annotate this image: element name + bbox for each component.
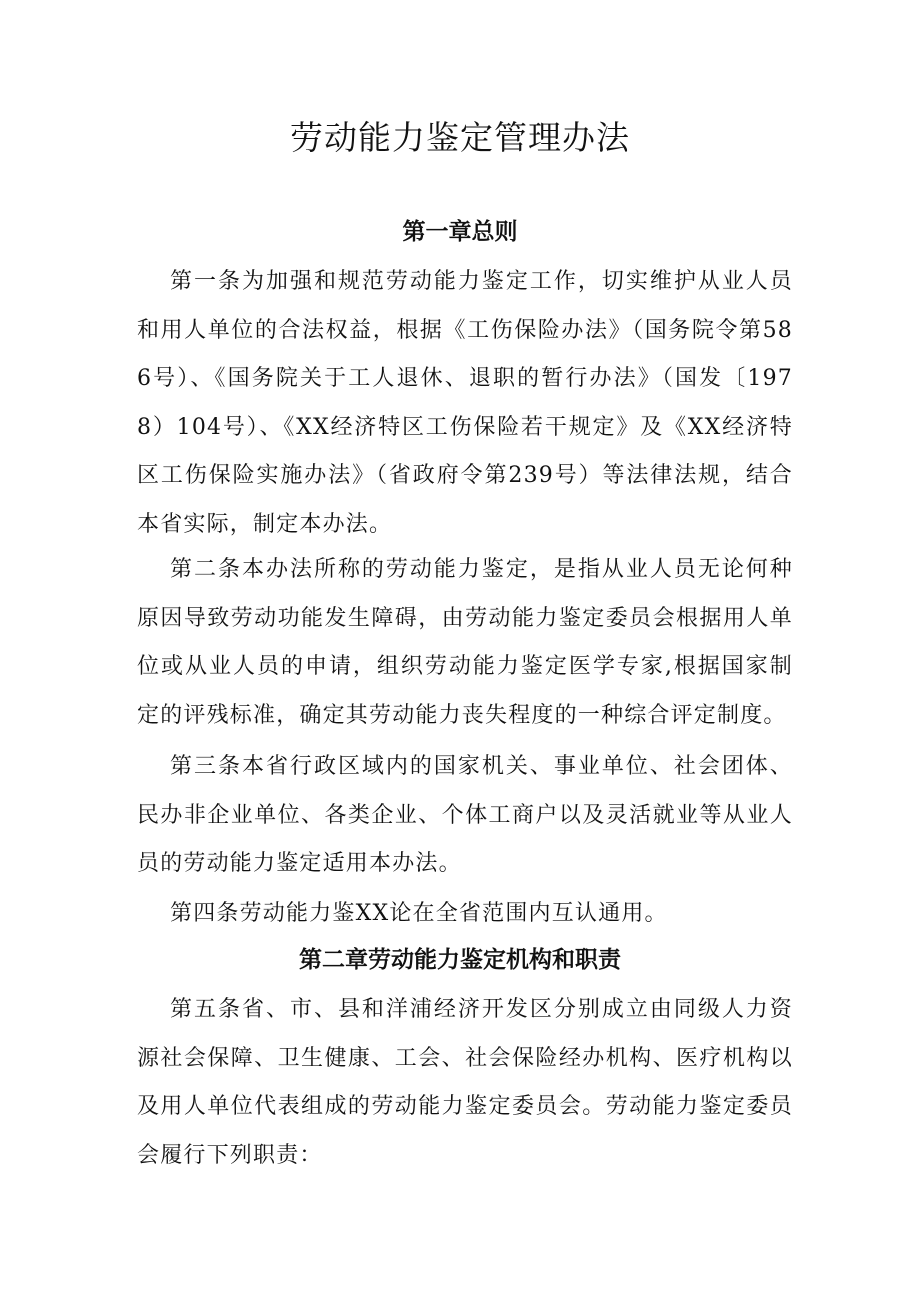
chapter-2-heading: 第二章劳动能力鉴定机构和职责	[299, 947, 621, 973]
article-1: 第一条为加强和规范劳动能力鉴定工作，切实维护从业人员和用人单位的合法权益，根据《工伤保险办法》（国务院令第586号）、《国务院关于工人退休、退职的暂行办法》（国发〔1978）104号）、《XX经济特区工伤保险若干规定》及《XX经济特区工伤保险实施办法》（省政府令第239号）等法律法规，结合本省实际，制定本办法。	[137, 269, 793, 537]
article-4: 第四条劳动能力鉴XX论在全省范围内互认通用。	[170, 901, 668, 926]
document-title: 劳动能力鉴定管理办法	[290, 118, 630, 157]
article-2: 第二条本办法所称的劳动能力鉴定，是指从业人员无论何种原因导致劳动功能发生障碍，由劳动能力鉴定委员会根据用人单位或从业人员的申请，组织劳动能力鉴定医学专家,根据国家制定的评残标准，确定其劳动能力丧失程度的一种综合评定制度。	[137, 557, 793, 728]
article-3: 第三条本省行政区域内的国家机关、事业单位、社会团体、民办非企业单位、各类企业、个体工商户以及灵活就业等从业人员的劳动能力鉴定适用本办法。	[137, 754, 793, 876]
chapter-1-heading: 第一章总则	[402, 219, 518, 245]
article-5: 第五条省、市、县和洋浦经济开发区分别成立由同级人力资源社会保障、卫生健康、工会、社会保险经办机构、医疗机构以及用人单位代表组成的劳动能力鉴定委员会。劳动能力鉴定委员会履行下列职责：	[137, 997, 793, 1168]
